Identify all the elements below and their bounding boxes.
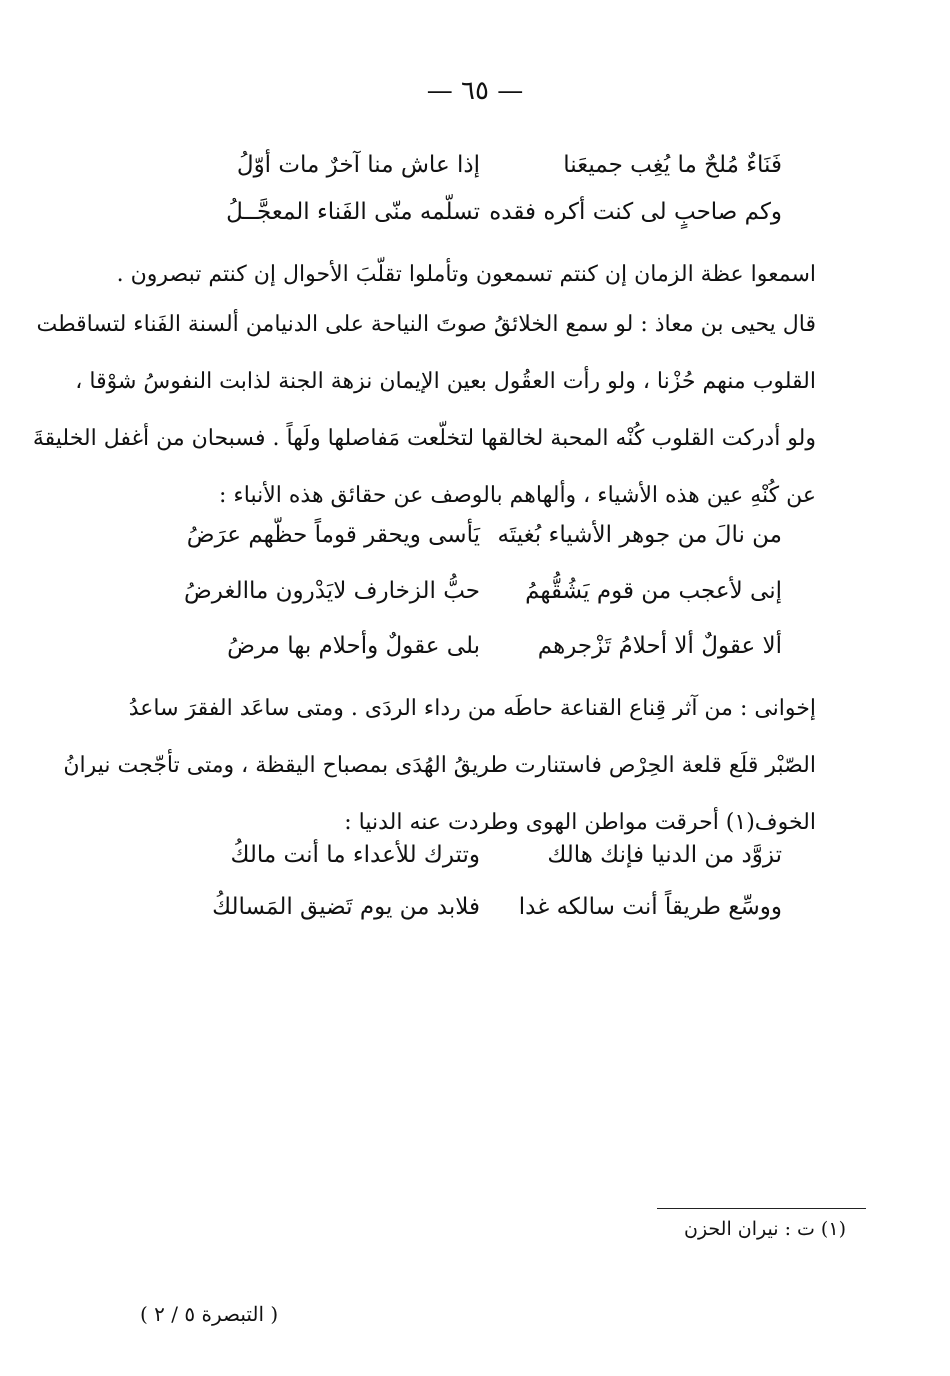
text-line: القلوب منهم حُزْنا ، ولو رأت العقُول بعين الإيمان نزهة الجنة لذابت النفوسُ شوْقا ، bbox=[75, 369, 816, 394]
text-line: إخوانى : من آثر قِناع القناعة حاطَه من رداء الردَى . ومتى ساعَد الفقرَ ساعدُ bbox=[128, 696, 816, 721]
text-line: الخوف(١) أحرقت مواطن الهوى وطردت عنه الدنيا : bbox=[344, 810, 816, 835]
verse-first-hemistich: من نالَ من جوهر الأشياء بُغيتَه bbox=[497, 522, 782, 548]
footnote-divider bbox=[657, 1208, 866, 1209]
verse-second-hemistich: فلابد من يوم تَضيق المَسالكُ bbox=[212, 894, 480, 920]
verse-second-hemistich: إذا عاش منا آخرٌ مات أوّلُ bbox=[236, 152, 480, 178]
text-line: قال يحيى بن معاذ : لو سمع الخلائقُ صوتَ النياحة على الدنيامن ألسنة الفَناء لتساقطت bbox=[36, 312, 816, 337]
verse-first-hemistich: تزوَّد من الدنيا فإنك هالك bbox=[547, 842, 782, 868]
verse-first-hemistich: فَنَاءٌ مُلحٌ ما يُغِب جميعَنا bbox=[563, 152, 782, 178]
verse-first-hemistich: ألا عقولٌ ألا أحلامُ تَزْجرهم bbox=[537, 633, 782, 659]
verse-second-hemistich: تسلّمه منّى الفَناء المعجَّــلُ bbox=[226, 199, 480, 225]
verse-second-hemistich: بلى عقولٌ وأحلام بها مرضُ bbox=[227, 633, 480, 659]
text-line: الصّبْر قلَع قلعة الحِرْص فاستنارت طريقُ الهُدَى بمصباح اليقظة ، ومتى تأجّجت نيرانُ bbox=[63, 753, 816, 778]
verse-second-hemistich: وتترك للأعداء ما أنت مالكُ bbox=[230, 842, 480, 868]
footnote: (١) ت : نيران الحزن bbox=[683, 1218, 846, 1240]
paragraph-brothers bbox=[63, 680, 816, 851]
text-line: عن كُنْهِ عين هذه الأشياء ، وألهاهم بالوصف عن حقائق هذه الأنباء : bbox=[219, 483, 816, 508]
signature-mark: ( التبصرة ٥ / ٢ ) bbox=[140, 1302, 279, 1326]
paragraph-exhortation bbox=[116, 246, 816, 303]
verse-first-hemistich: إنى لأعجب من قوم يَشُقُّهمُ bbox=[525, 578, 782, 604]
verse-second-hemistich: حبُّ الزخارف لايَدْرون ماالغرضُ bbox=[183, 578, 480, 604]
verse-first-hemistich: وكم صاحبٍ لى كنت أكره فقده bbox=[489, 199, 782, 225]
text-line: ولو أدركت القلوب كُنْه المحبة لخالقها لتخلّعت مَفاصلها ولَهاً . فسبحان من أغفل الخليقةَ bbox=[32, 426, 816, 451]
paragraph-yahya-ibn-muadh bbox=[32, 296, 816, 524]
page-number: — ٦٥ — bbox=[426, 76, 524, 106]
verse-first-hemistich: ووسِّع طريقاً أنت سالكه غدا bbox=[518, 894, 782, 920]
text-line: اسمعوا عظة الزمان إن كنتم تسمعون وتأملوا تقلّبَ الأحوال إن كنتم تبصرون . bbox=[116, 262, 816, 287]
verse-second-hemistich: يَأسى ويحقر قوماً حظّهم عرَضُ bbox=[186, 522, 480, 548]
